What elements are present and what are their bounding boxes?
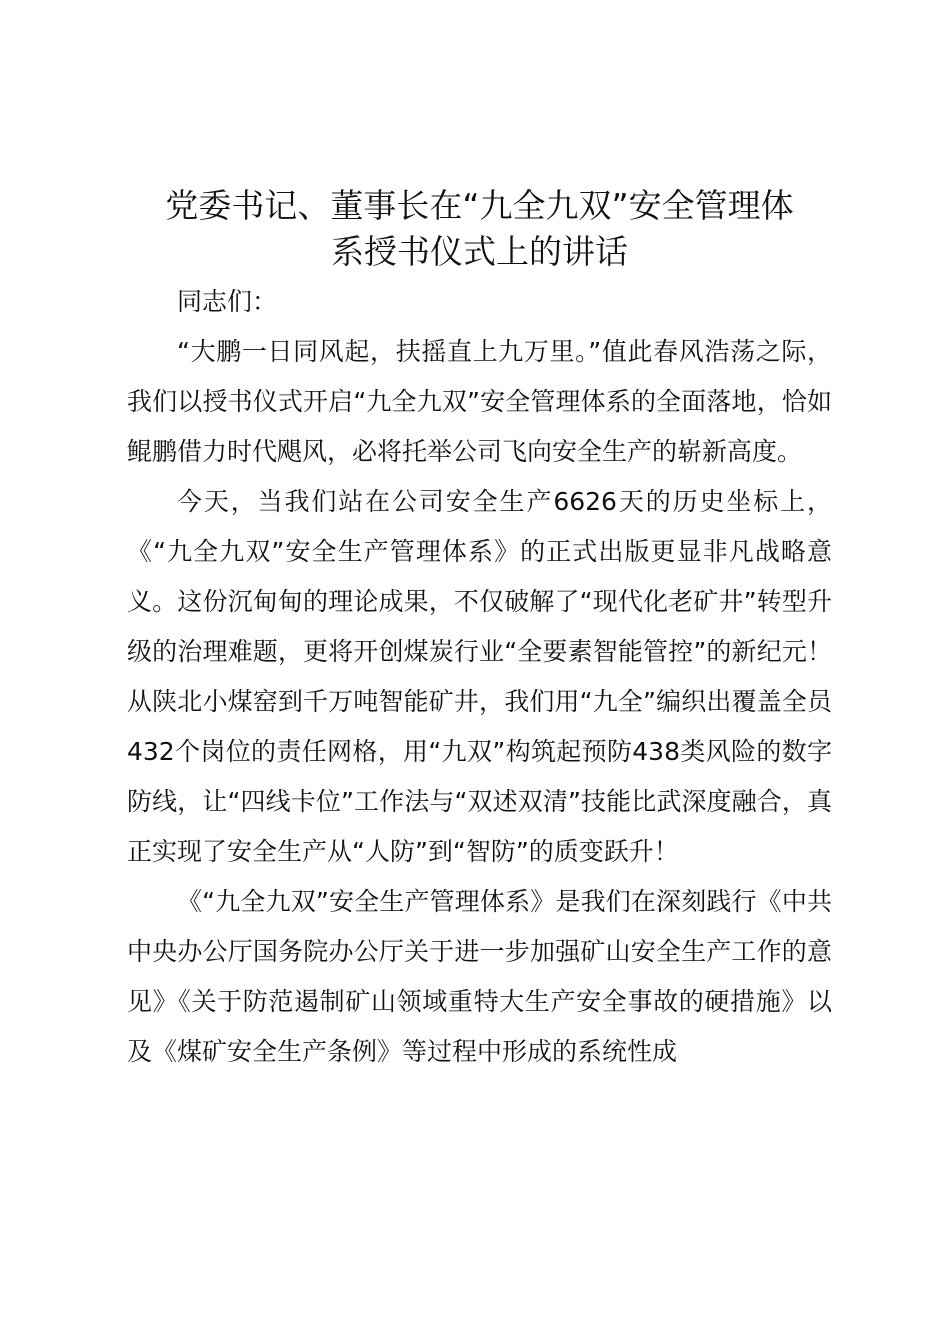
paragraph-3: 《“九全九双”安全生产管理体系》是我们在深刻践行《中共中央办公厅国务院办公厅关于进一步加强矿山安全生产工作的意见》《关于防范遏制矿山领域重特大生产安全事故的硬措施》以及《煤矿安全生产条例》等过程中形成的系统性成 xyxy=(127,887,832,1066)
document-body xyxy=(127,183,832,1077)
salutation: 同志们： xyxy=(177,287,278,316)
document-title xyxy=(127,183,832,275)
title-line-2: 系授书仪式上的讲话 xyxy=(331,232,628,271)
paragraph-2: 今天，当我们站在公司安全生产6626天的历史坐标上，《“九全九双”安全生产管理体系》的正式出版更显非凡战略意义。这份沉甸甸的理论成果，不仅破解了“现代化老矿井”转型升级的治理难题，更将开创煤炭行业“全要素智能管控”的新纪元！从陕北小煤窑到千万吨智能矿井，我们用“九全”编织出覆盖全员432个岗位的责任网格，用“九双”构筑起预防438类风险的数字防线，让“四线卡位”工作法与“双述双清”技能比武深度融合，真正实现了安全生产从“人防”到“智防”的质变跃升！ xyxy=(127,487,832,866)
paragraph-1: “大鹏一日同风起，扶摇直上九万里。”值此春风浩荡之际，我们以授书仪式开启“九全九双”安全管理体系的全面落地，恰如鲲鹏借力时代飓风，必将托举公司飞向安全生产的崭新高度。 xyxy=(127,337,832,466)
title-line-1: 党委书记、董事长在“九全九双”安全管理体 xyxy=(165,186,794,225)
